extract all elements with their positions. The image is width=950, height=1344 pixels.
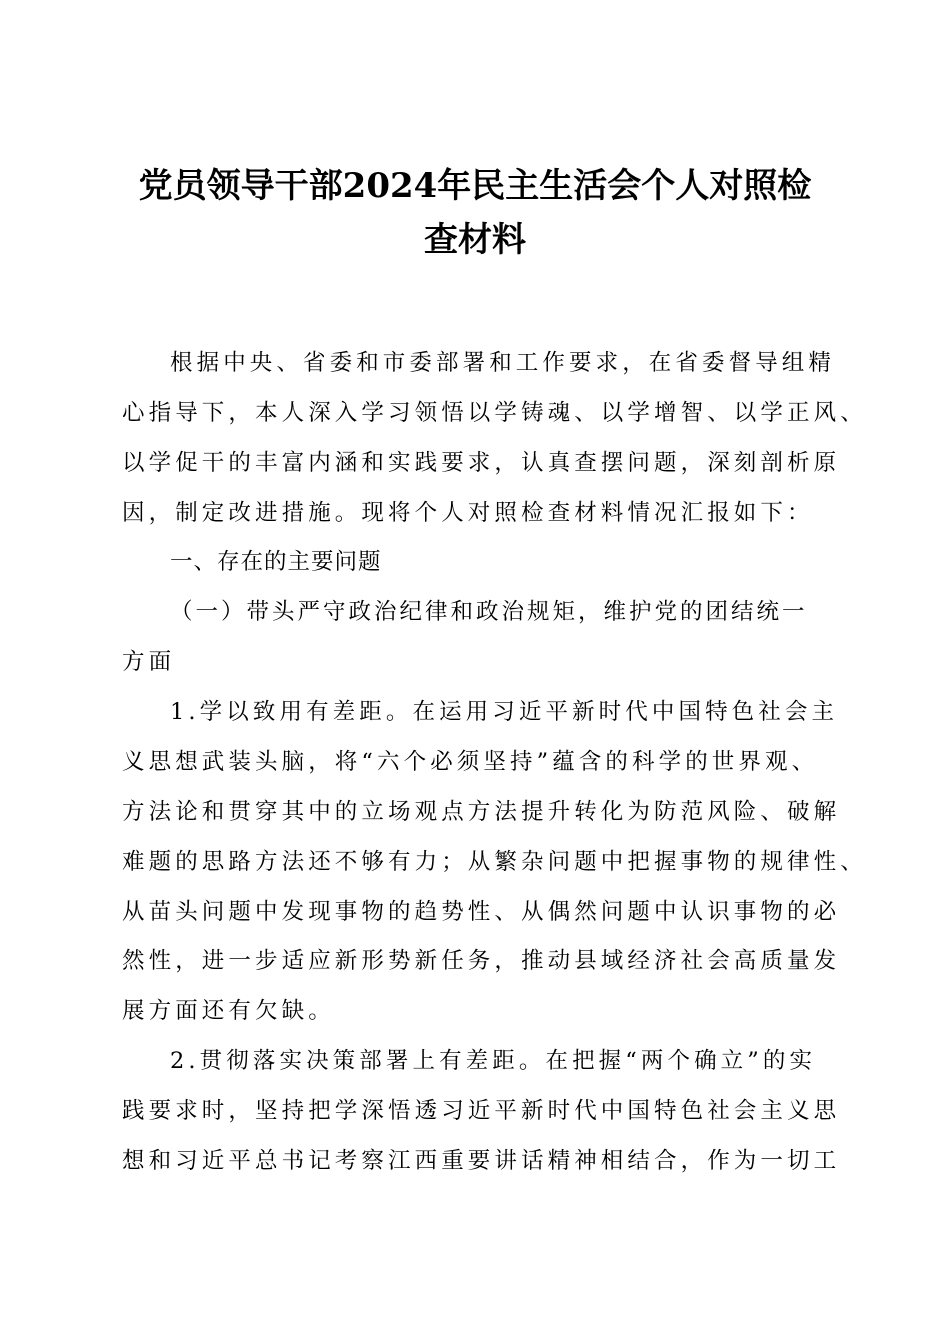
- paragraph-line: 践要求时，坚持把学深悟透习近平新时代中国特色社会主义思: [122, 1098, 841, 1124]
- paragraph-line: 想和习近平总书记考察江西重要讲话精神相结合，作为一切工: [122, 1148, 841, 1174]
- paragraph-line: 从苗头问题中发现事物的趋势性、从偶然问题中认识事物的必: [122, 899, 841, 925]
- paragraph-line: 然性，进一步适应新形势新任务，推动县域经济社会高质量发: [122, 948, 841, 974]
- paragraph-line: 以学促干的丰富内涵和实践要求，认真查摆问题，深刻剖析原: [122, 450, 841, 476]
- paragraph-line: 难题的思路方法还不够有力；从繁杂问题中把握事物的规律性、: [122, 849, 867, 875]
- paragraph-line: 2.贯彻落实决策部署上有差距。在把握“两个确立”的实: [170, 1048, 817, 1074]
- subsection-heading: （一）带头严守政治纪律和政治规矩，维护党的团结统一: [170, 599, 808, 625]
- paragraph-line: 1.学以致用有差距。在运用习近平新时代中国特色社会主: [170, 699, 839, 725]
- paragraph-line: 因，制定改进措施。现将个人对照检查材料情况汇报如下：: [122, 500, 814, 526]
- section-heading: 一、存在的主要问题: [170, 549, 382, 575]
- document-title-line-2: 查材料: [424, 220, 526, 260]
- paragraph-line: 义思想武装头脑，将“六个必须坚持”蕴含的科学的世界观、: [122, 749, 819, 775]
- paragraph-line: 根据中央、省委和市委部署和工作要求，在省委督导组精: [170, 350, 836, 376]
- document-title-line-1: 党员领导干部2024年民主生活会个人对照检: [138, 166, 812, 206]
- paragraph-line: 方法论和贯穿其中的立场观点方法提升转化为防范风险、破解: [122, 799, 841, 825]
- subsection-heading-continued: 方面: [122, 649, 176, 675]
- paragraph-line: 展方面还有欠缺。: [122, 998, 335, 1024]
- paragraph-line: 心指导下，本人深入学习领悟以学铸魂、以学增智、以学正风、: [122, 400, 867, 426]
